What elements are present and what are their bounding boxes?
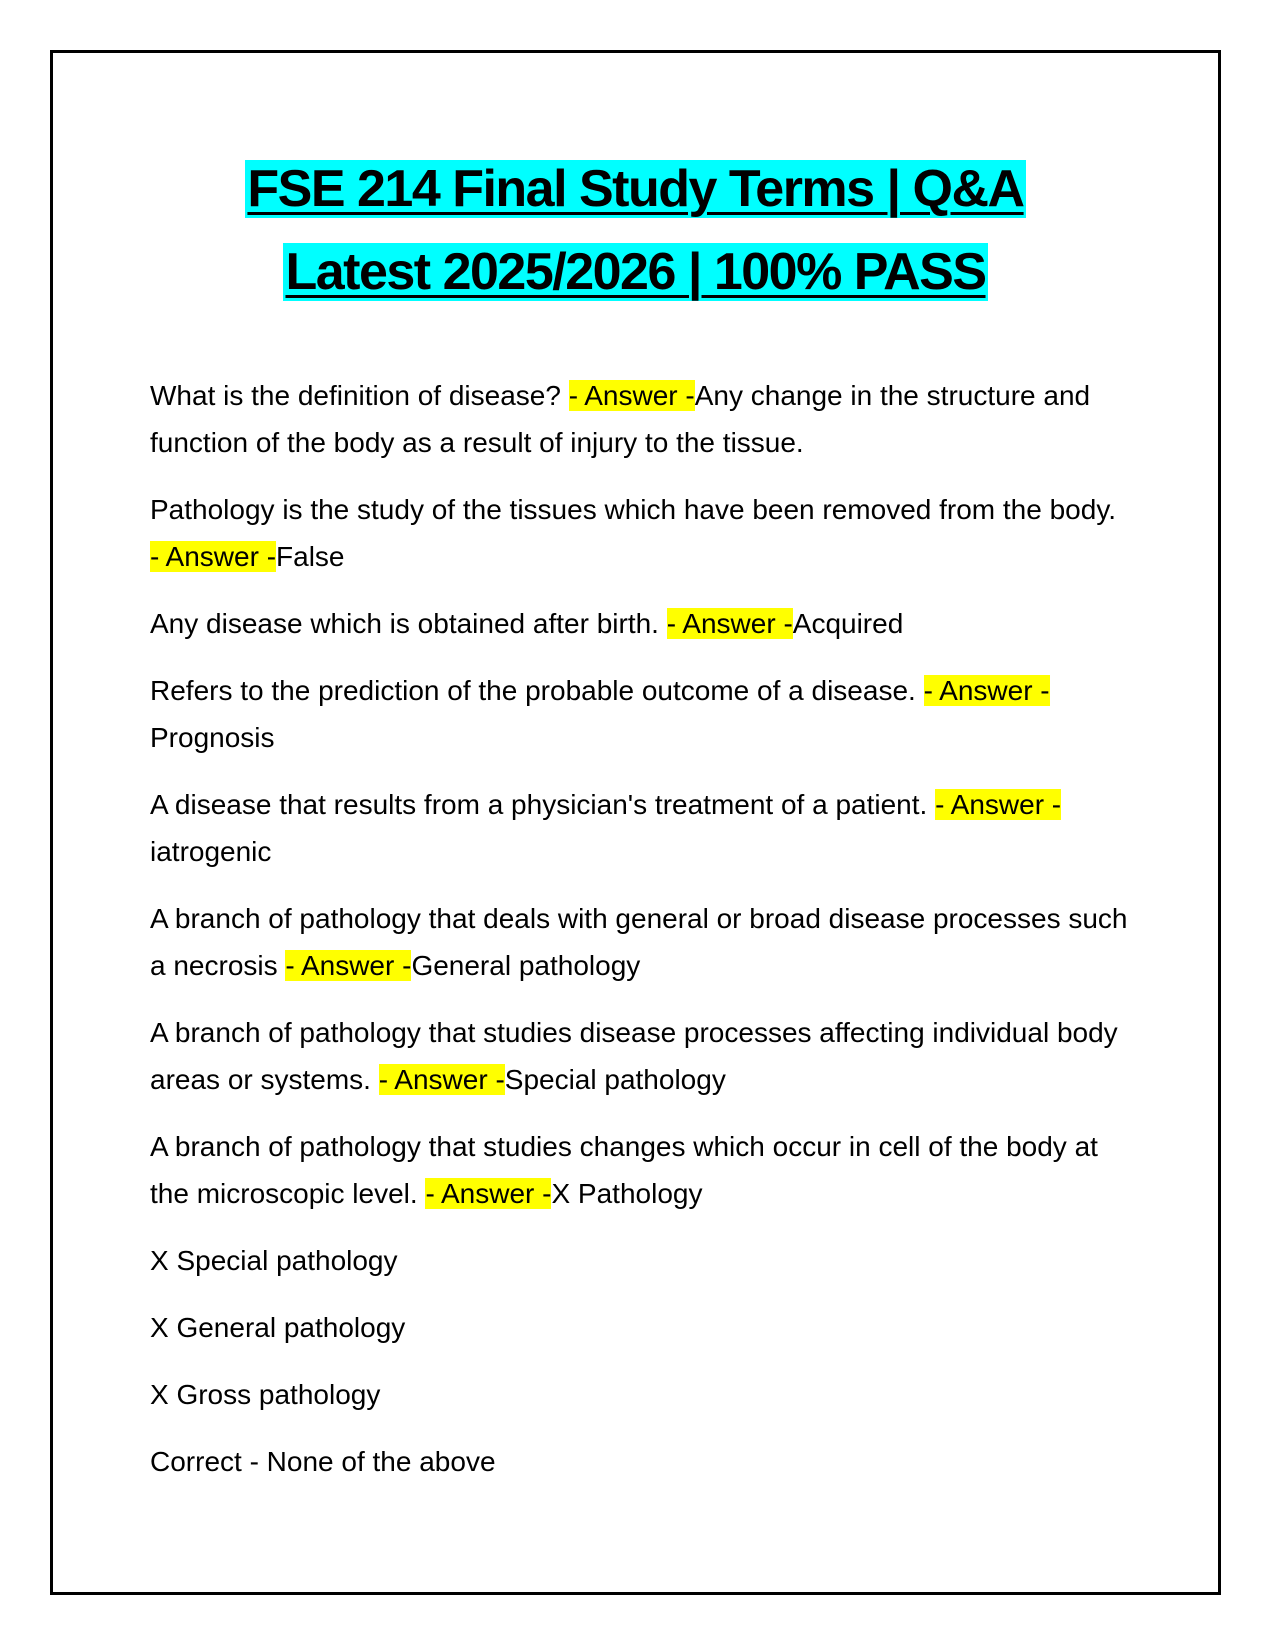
answer-marker: - Answer - xyxy=(666,608,793,639)
qa-item xyxy=(150,600,1130,647)
correct-answer-line: Correct - None of the above xyxy=(150,1446,496,1477)
question-text: A branch of pathology that studies changes which occur in cell of the body at the microscopic level. xyxy=(150,1131,1098,1209)
qa-item xyxy=(150,1123,1130,1217)
answer-marker: - Answer - xyxy=(923,675,1050,706)
question-text: A branch of pathology that studies disease processes affecting individual body areas or systems. xyxy=(150,1017,1118,1095)
qa-item xyxy=(150,486,1130,580)
answer-text: Prognosis xyxy=(150,722,275,753)
answer-marker: - Answer - xyxy=(150,541,277,572)
qa-item xyxy=(150,667,1130,761)
qa-content xyxy=(150,372,1130,1505)
qa-item xyxy=(150,781,1130,875)
option-line: X Gross pathology xyxy=(150,1379,381,1410)
question-text: A branch of pathology that deals with general or broad disease processes such a necrosis xyxy=(150,903,1128,981)
question-text: Any disease which is obtained after birth. xyxy=(150,608,667,639)
answer-text: Acquired xyxy=(792,608,904,639)
answer-text: X Pathology xyxy=(551,1178,703,1209)
answer-marker: - Answer - xyxy=(425,1178,552,1209)
answer-marker: - Answer - xyxy=(378,1064,505,1095)
question-text: Pathology is the study of the tissues which have been removed from the body. xyxy=(150,494,1117,525)
answer-marker: - Answer - xyxy=(935,789,1062,820)
answer-text: False xyxy=(276,541,345,572)
qa-item xyxy=(150,1009,1130,1103)
question-text: Refers to the prediction of the probable outcome of a disease. xyxy=(150,675,924,706)
option-line: X General pathology xyxy=(150,1312,406,1343)
question-text: A disease that results from a physician's treatment of a patient. xyxy=(150,789,936,820)
answer-text: General pathology xyxy=(411,950,641,981)
question-text: What is the definition of disease? xyxy=(150,380,569,411)
answer-marker: - Answer - xyxy=(285,950,412,981)
answer-text: Special pathology xyxy=(504,1064,726,1095)
answer-marker: - Answer - xyxy=(568,380,695,411)
document-title xyxy=(50,148,1221,314)
answer-text: Any change in the structure and function of the body as a result of injury to the tissue. xyxy=(150,380,1091,458)
title-line-1: FSE 214 Final Study Terms | Q&A xyxy=(247,160,1024,218)
qa-item xyxy=(150,372,1130,466)
answer-text: iatrogenic xyxy=(150,836,272,867)
qa-item xyxy=(150,895,1130,989)
title-line-2: Latest 2025/2026 | 100% PASS xyxy=(285,243,986,301)
option-line: X Special pathology xyxy=(150,1245,398,1276)
